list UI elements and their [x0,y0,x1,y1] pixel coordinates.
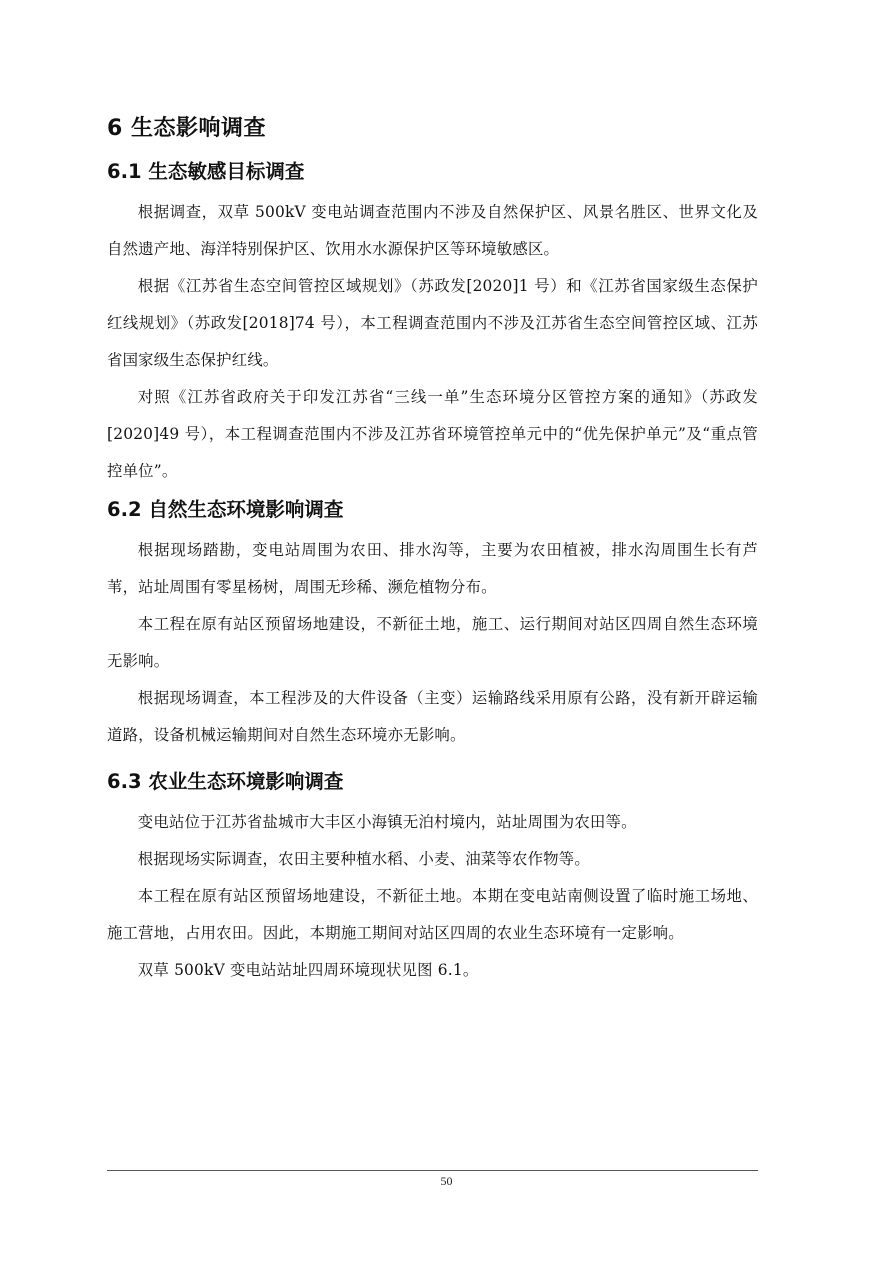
paragraph: 根据现场实际调查，农田主要种植水稻、小麦、油菜等农作物等。 [137,850,590,868]
paragraph: 对照《江苏省政府关于印发江苏省“三线一单”生态环境分区管控方案的通知》（苏政发[2020]49 号），本工程调查范围内不涉及江苏省环境管控单元中的“优先保护单元”及“重点管控单位”。 [107,388,758,480]
section-title-6-2: 6.2 自然生态环境影响调查 [107,498,344,521]
paragraph: 变电站位于江苏省盐城市大丰区小海镇无泊村境内，站址周围为农田等。 [137,813,637,831]
page-content [107,112,758,989]
footer-divider [107,1170,758,1171]
paragraph: 根据现场调查，本工程涉及的大件设备（主变）运输路线采用原有公路，没有新开辟运输道路，设备机械运输期间对自然生态环境亦无影响。 [107,689,758,744]
paragraph: 本工程在原有站区预留场地建设，不新征土地，施工、运行期间对站区四周自然生态环境无影响。 [107,615,758,670]
section-title-6-1: 6.1 生态敏感目标调查 [107,160,305,183]
chapter-title: 6 生态影响调查 [107,116,266,141]
paragraph: 根据现场踏勘，变电站周围为农田、排水沟等，主要为农田植被，排水沟周围生长有芦苇，站址周围有零星杨树，周围无珍稀、濒危植物分布。 [107,541,758,596]
paragraph: 双草 500kV 变电站站址四周环境现状见图 6.1。 [137,961,479,979]
section-title-6-3: 6.3 农业生态环境影响调查 [107,770,344,793]
paragraph: 根据《江苏省生态空间管控区域规划》（苏政发[2020]1 号）和《江苏省国家级生态保护红线规划》（苏政发[2018]74 号），本工程调查范围内不涉及江苏省生态空间管控区域、江苏省国家级生态保护红线。 [107,277,758,369]
page-number: 50 [440,1174,453,1188]
paragraph: 本工程在原有站区预留场地建设，不新征土地。本期在变电站南侧设置了临时施工场地、施工营地，占用农田。因此，本期施工期间对站区四周的农业生态环境有一定影响。 [107,887,758,942]
paragraph: 根据调查，双草 500kV 变电站调查范围内不涉及自然保护区、风景名胜区、世界文化及自然遗产地、海洋特别保护区、饮用水水源保护区等环境敏感区。 [107,203,758,258]
